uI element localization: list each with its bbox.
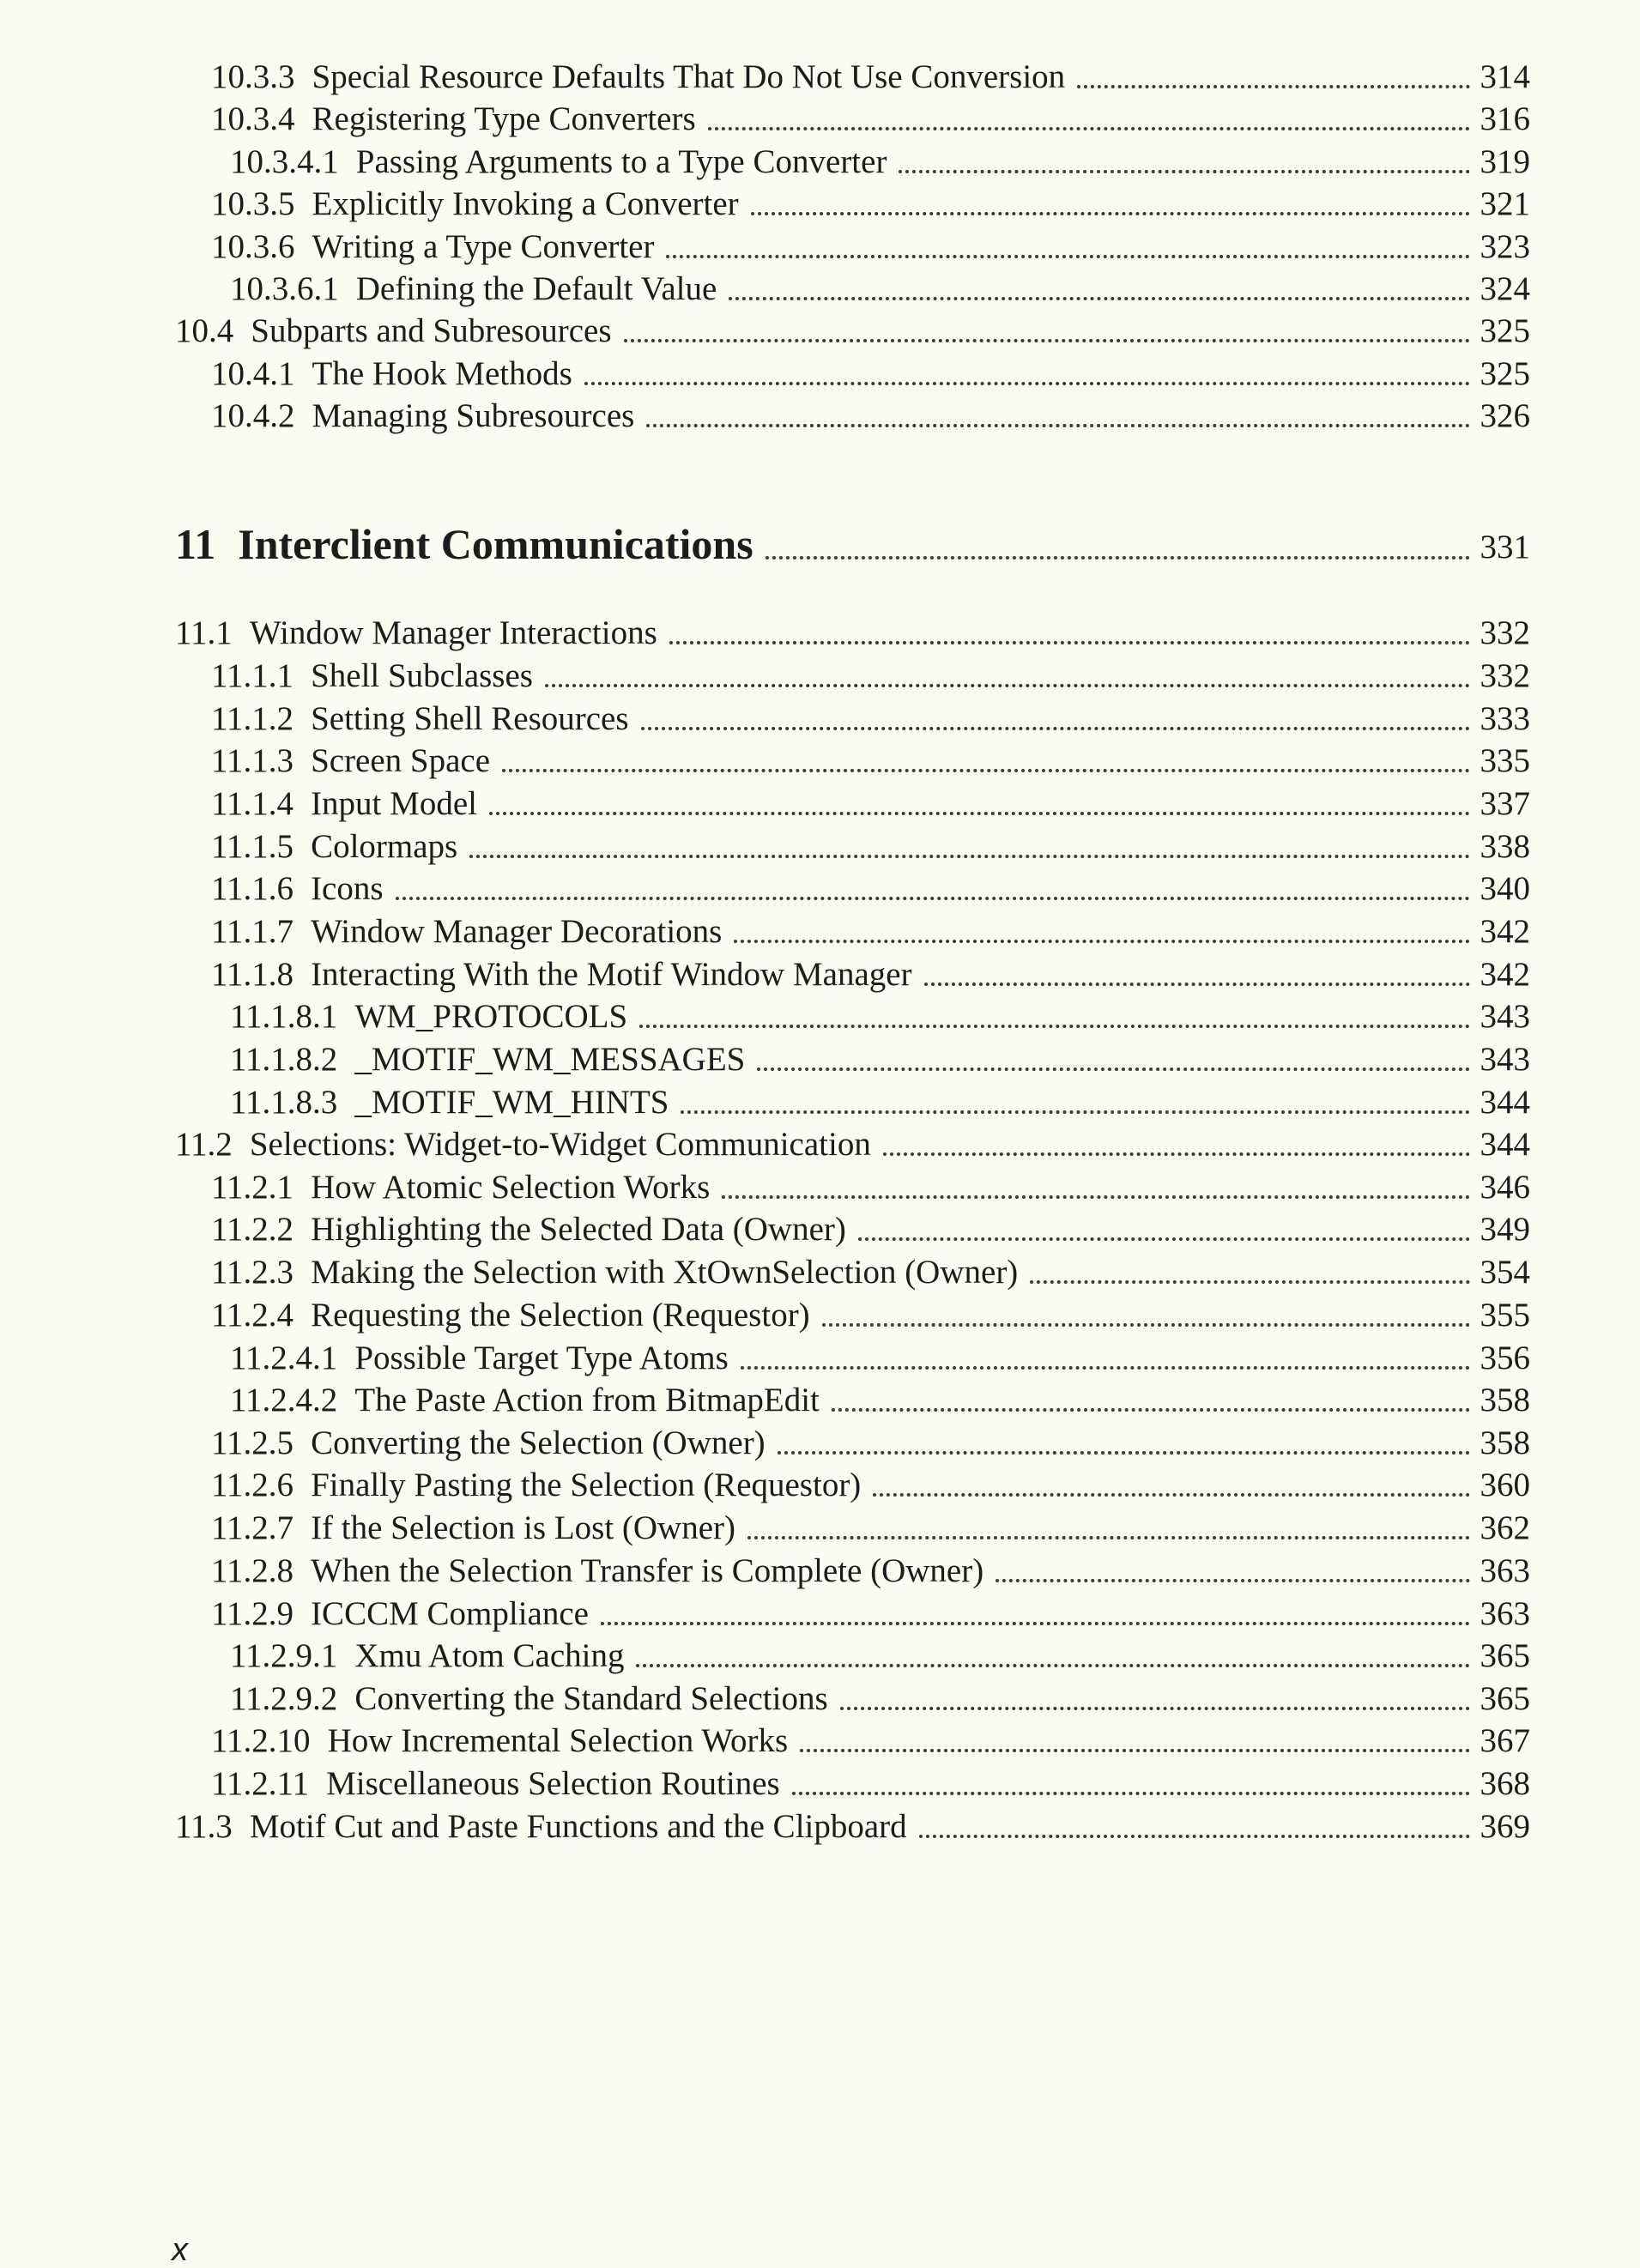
- entry-title: If the Selection is Lost (Owner): [311, 1509, 736, 1546]
- entry-title: Colormaps: [311, 828, 458, 865]
- toc-entry: [175, 1805, 1530, 1848]
- entry-title: The Paste Action from BitmapEdit: [354, 1382, 820, 1418]
- dot-leader: [489, 812, 1470, 815]
- entry-page-number: 324: [1480, 270, 1530, 307]
- dot-leader: [741, 1366, 1470, 1370]
- toc-entry: [211, 182, 1530, 225]
- entry-title: Finally Pasting the Selection (Requestor): [311, 1467, 862, 1503]
- dot-leader: [396, 897, 1470, 900]
- entry-title: When the Selection Transfer is Complete (Owner): [311, 1552, 984, 1589]
- entry-title: Screen Space: [311, 742, 491, 779]
- dot-leader: [858, 1237, 1470, 1241]
- toc-entry: [211, 953, 1530, 995]
- entry-page-number: 344: [1480, 1084, 1530, 1121]
- toc-entry: [211, 97, 1530, 140]
- dot-leader: [873, 1493, 1469, 1497]
- entry-page-number: 325: [1480, 312, 1530, 349]
- entry-page-number: 340: [1480, 870, 1530, 907]
- entry-number: 11.2.4: [211, 1297, 294, 1334]
- entry-title: Making the Selection with XtOwnSelection (Owner): [311, 1254, 1019, 1291]
- dot-leader: [669, 641, 1470, 644]
- entry-page-number: 335: [1480, 742, 1530, 779]
- entry-title: Requesting the Selection (Requestor): [311, 1297, 810, 1334]
- entry-title: The Hook Methods: [312, 355, 572, 392]
- entry-number: 11.1.4: [211, 785, 294, 822]
- entry-page-number: 368: [1480, 1765, 1530, 1802]
- entry-number: 11.1: [175, 614, 233, 651]
- entry-page-number: 356: [1480, 1340, 1530, 1376]
- dot-leader: [1030, 1280, 1469, 1284]
- entry-page-number: 319: [1480, 143, 1530, 180]
- toc-entry: [230, 1634, 1530, 1677]
- toc-entry: [230, 1080, 1530, 1123]
- dot-leader: [469, 855, 1469, 858]
- entry-title: Selections: Widget-to-Widget Communication: [249, 1126, 871, 1163]
- entry-number: 11.2.8: [211, 1552, 294, 1589]
- dot-leader: [883, 1152, 1470, 1156]
- toc-entry: [211, 1463, 1530, 1506]
- toc-entry: [230, 267, 1530, 310]
- entry-page-number: 365: [1480, 1680, 1530, 1717]
- entry-page-number: 349: [1480, 1211, 1530, 1248]
- entry-number: 10.3.4: [211, 100, 295, 137]
- entry-page-number: 332: [1480, 614, 1530, 651]
- entry-page-number: 342: [1480, 913, 1530, 950]
- toc-entry: [211, 1762, 1530, 1805]
- entry-number: 11.2.11: [211, 1765, 310, 1802]
- dot-leader: [545, 684, 1470, 687]
- toc-entry: [211, 654, 1530, 697]
- entry-title: Shell Subclasses: [311, 657, 533, 694]
- dot-leader: [641, 727, 1470, 730]
- dot-leader: [681, 1110, 1469, 1114]
- entry-number: 11.1.5: [211, 828, 294, 865]
- dot-leader: [800, 1749, 1469, 1752]
- toc-entry: [211, 1549, 1530, 1592]
- entry-title: Icons: [311, 870, 384, 907]
- dot-leader: [766, 556, 1470, 559]
- entry-title: _MOTIF_WM_MESSAGES: [354, 1041, 746, 1078]
- entry-number: 10.4.2: [211, 397, 295, 434]
- toc-entry: [211, 1719, 1530, 1762]
- dot-leader: [722, 1195, 1469, 1199]
- toc-entry: [211, 1506, 1530, 1549]
- entry-title: Possible Target Type Atoms: [354, 1340, 729, 1376]
- entry-number: 10.3.6.1: [230, 270, 339, 307]
- entry-page-number: 362: [1480, 1509, 1530, 1546]
- dot-leader: [792, 1792, 1470, 1795]
- toc-entry: [230, 1336, 1530, 1379]
- toc-entry: [175, 1122, 1530, 1165]
- toc-entry: [211, 867, 1530, 910]
- toc-entry: [211, 697, 1530, 740]
- entry-title: Special Resource Defaults That Do Not Use Conversion: [312, 58, 1066, 95]
- entry-title: Registering Type Converters: [312, 100, 696, 137]
- entry-title: Highlighting the Selected Data (Owner): [311, 1211, 846, 1248]
- toc-chapter-heading: [175, 511, 1530, 572]
- entry-page-number: 343: [1480, 1041, 1530, 1078]
- entry-number: 11.1.8: [211, 956, 294, 993]
- toc-entry: [211, 55, 1530, 98]
- chapter-page-number: 331: [1480, 529, 1530, 565]
- toc-entry: [211, 1207, 1530, 1250]
- entry-number: 10.3.4.1: [230, 143, 339, 180]
- entry-page-number: 346: [1480, 1169, 1530, 1206]
- entry-number: 10.4: [175, 312, 234, 349]
- entry-title: How Incremental Selection Works: [327, 1722, 789, 1759]
- toc-entry: [211, 1293, 1530, 1336]
- entry-number: 11.1.2: [211, 700, 294, 737]
- page-folio: x: [172, 2232, 188, 2268]
- toc-entry: [230, 140, 1530, 183]
- entry-number: 10.3.5: [211, 185, 295, 222]
- entry-page-number: 354: [1480, 1254, 1530, 1291]
- entry-page-number: 326: [1480, 397, 1530, 434]
- dot-leader: [832, 1408, 1470, 1412]
- toc-entry: [230, 1037, 1530, 1080]
- dot-leader: [899, 170, 1469, 173]
- entry-page-number: 365: [1480, 1637, 1530, 1674]
- dot-leader: [757, 1067, 1469, 1071]
- entry-number: 11.1.8.2: [230, 1041, 338, 1078]
- dot-leader: [924, 983, 1470, 986]
- entry-page-number: 343: [1480, 998, 1530, 1035]
- toc-entry: [211, 910, 1530, 953]
- dot-leader: [747, 1536, 1469, 1539]
- dot-leader: [1077, 85, 1469, 88]
- entry-number: 11.2.5: [211, 1424, 294, 1461]
- entry-title: _MOTIF_WM_HINTS: [354, 1084, 669, 1121]
- toc-entry: [211, 825, 1530, 868]
- entry-number: 11.1.6: [211, 870, 294, 907]
- entry-title: Converting the Standard Selections: [354, 1680, 828, 1717]
- dot-leader: [636, 1664, 1469, 1667]
- entry-page-number: 360: [1480, 1467, 1530, 1503]
- toc-entry: [230, 1378, 1530, 1421]
- entry-page-number: 358: [1480, 1382, 1530, 1418]
- entry-number: 11.2.9.2: [230, 1680, 338, 1717]
- toc-entry: [211, 782, 1530, 825]
- entry-page-number: 363: [1480, 1552, 1530, 1589]
- entry-page-number: 338: [1480, 828, 1530, 865]
- dot-leader: [646, 424, 1469, 427]
- toc-entry: [211, 739, 1530, 782]
- entry-title: Setting Shell Resources: [311, 700, 629, 737]
- entry-number: 11.1.8.1: [230, 998, 338, 1035]
- entry-number: 11.2.9: [211, 1595, 294, 1632]
- entry-number: 11.2.4.2: [230, 1382, 338, 1418]
- entry-number: 10.3.6: [211, 228, 295, 265]
- toc-entry: [175, 611, 1530, 654]
- entry-number: 11.1.3: [211, 742, 294, 779]
- entry-number: 11.2.10: [211, 1722, 311, 1759]
- dot-leader: [502, 769, 1469, 772]
- entry-number: 11.2.1: [211, 1169, 294, 1206]
- entry-title: Passing Arguments to a Type Converter: [355, 143, 887, 180]
- entry-page-number: 323: [1480, 228, 1530, 265]
- dot-leader: [666, 255, 1469, 258]
- entry-page-number: 316: [1480, 100, 1530, 137]
- entry-number: 11.1.7: [211, 913, 294, 950]
- entry-page-number: 344: [1480, 1126, 1530, 1163]
- entry-page-number: 342: [1480, 956, 1530, 993]
- entry-number: 11.2.3: [211, 1254, 294, 1291]
- entry-title: Converting the Selection (Owner): [311, 1424, 766, 1461]
- entry-number: 11.1.1: [211, 657, 294, 694]
- entry-number: 11.2.6: [211, 1467, 294, 1503]
- entry-title: Input Model: [311, 785, 477, 822]
- dot-leader: [822, 1323, 1470, 1327]
- toc-entry: [211, 1592, 1530, 1635]
- dot-leader: [639, 1025, 1469, 1028]
- entry-number: 10.4.1: [211, 355, 295, 392]
- entry-title: Window Manager Interactions: [249, 614, 657, 651]
- toc-entry: [211, 1250, 1530, 1293]
- dot-leader: [734, 940, 1469, 943]
- entry-title: Motif Cut and Paste Functions and the Clipboard: [249, 1808, 907, 1845]
- entry-title: Subparts and Subresources: [251, 312, 612, 349]
- entry-number: 11.2.2: [211, 1211, 294, 1248]
- chapter-number: 11: [175, 520, 216, 568]
- toc-entry: [230, 995, 1530, 1037]
- entry-page-number: 321: [1480, 185, 1530, 222]
- entry-title: Managing Subresources: [312, 397, 635, 434]
- entry-title: Explicitly Invoking a Converter: [312, 185, 739, 222]
- dot-leader: [995, 1579, 1469, 1582]
- toc-entry: [211, 1421, 1530, 1464]
- entry-title: Interacting With the Motif Window Manager: [311, 956, 912, 993]
- chapter-title: Interclient Communications: [238, 520, 753, 568]
- entry-title: Xmu Atom Caching: [354, 1637, 625, 1674]
- dot-leader: [624, 339, 1470, 342]
- entry-title: How Atomic Selection Works: [311, 1169, 711, 1206]
- entry-page-number: 333: [1480, 700, 1530, 737]
- entry-title: WM_PROTOCOLS: [354, 998, 628, 1035]
- entry-number: 11.2.9.1: [230, 1637, 338, 1674]
- entry-number: 10.3.3: [211, 58, 295, 95]
- entry-page-number: 325: [1480, 355, 1530, 392]
- dot-leader: [751, 212, 1470, 215]
- entry-title: Writing a Type Converter: [312, 228, 655, 265]
- entry-number: 11.2.7: [211, 1509, 294, 1546]
- dot-leader: [919, 1835, 1470, 1838]
- entry-page-number: 355: [1480, 1297, 1530, 1334]
- entry-title: Miscellaneous Selection Routines: [326, 1765, 780, 1802]
- toc-entry: [175, 309, 1530, 352]
- toc-entry: [211, 394, 1530, 437]
- entry-number: 11.3: [175, 1808, 233, 1845]
- entry-page-number: 367: [1480, 1722, 1530, 1759]
- dot-leader: [778, 1451, 1470, 1455]
- toc-entry: [230, 1677, 1530, 1720]
- entry-page-number: 314: [1480, 58, 1530, 95]
- entry-page-number: 358: [1480, 1424, 1530, 1461]
- entry-page-number: 337: [1480, 785, 1530, 822]
- dot-leader: [840, 1707, 1470, 1710]
- toc-entry: [211, 225, 1530, 268]
- dot-leader: [601, 1622, 1470, 1625]
- dot-leader: [708, 127, 1470, 130]
- entry-number: 11.1.8.3: [230, 1084, 338, 1121]
- entry-page-number: 369: [1480, 1808, 1530, 1845]
- entry-page-number: 363: [1480, 1595, 1530, 1632]
- entry-number: 11.2.4.1: [230, 1340, 338, 1376]
- entry-title: Window Manager Decorations: [311, 913, 723, 950]
- entry-number: 11.2: [175, 1126, 233, 1163]
- dot-leader: [584, 382, 1470, 385]
- dot-leader: [729, 297, 1469, 300]
- entry-title: ICCCM Compliance: [311, 1595, 589, 1632]
- toc-entry: [211, 1165, 1530, 1208]
- entry-title: Defining the Default Value: [355, 270, 717, 307]
- toc-entry: [211, 352, 1530, 395]
- entry-page-number: 332: [1480, 657, 1530, 694]
